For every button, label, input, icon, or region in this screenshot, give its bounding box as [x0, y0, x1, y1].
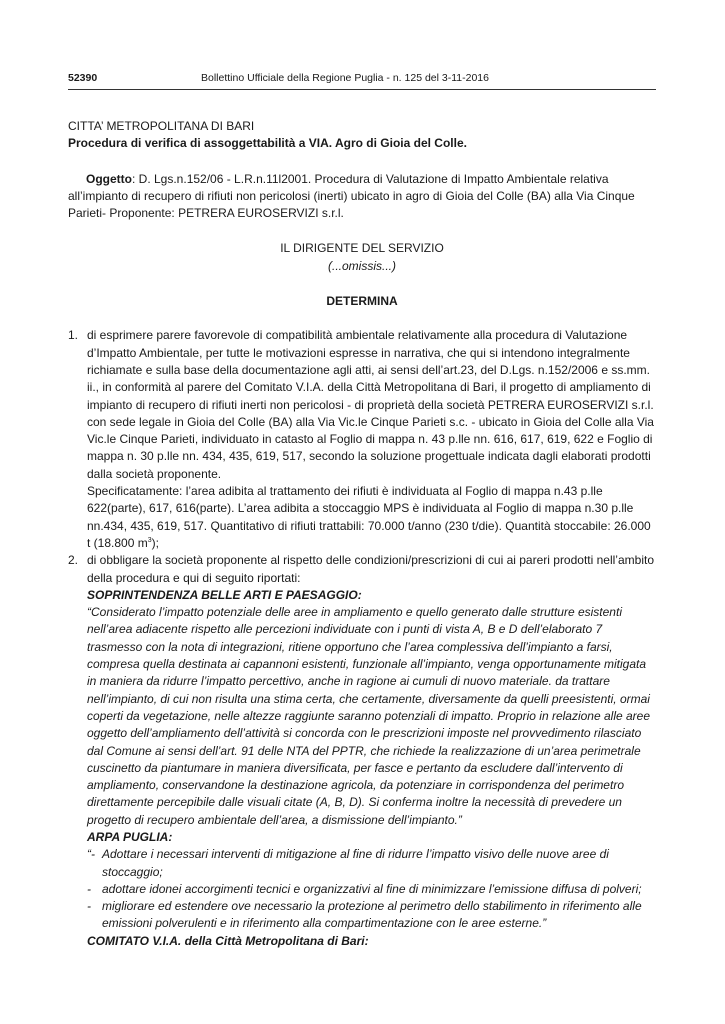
- arpa-item-text: adottare idonei accorgimenti tecnici e organizzativi al fine di minimizzare l’emissione diffusa di polveri;: [102, 881, 642, 896]
- soprintendenza-quote: “Considerato l’impatto potenziale delle aree in ampliamento e quello generato dalle strutture esistenti nell’area adiacente rispetto alle percezioni individuate con i punti di vista A, B e D dell’elaborato 7 trasmesso con la nota di integrazioni, ritiene opportuno che l’area complessiva dell’impianto a farsi, compresa quella destinata ai capannoni esistenti, funzionale all’impianto, venga opportunamente mitigata in maniera da ridurre l’impatto percettivo, anche in ragione ai cumuli di nuovo materiale. da trattare nell’impianto, di cui non risulta una stima certa, che certamente, diversamente da quelli preesistenti, ormai coperti da vegetazione, nelle altezze raggiunte saranno potenziali di impatto. Proprio in relazione alle aree oggetto dell’ampliamento dell’attività si concorda con le prescrizioni imposte nel provvedimento rilasciato dal Comune ai sensi dell’art. 91 delle NTA del PPTR, che richiede la realizzazione di un’area perimetrale cuscinetto da piantumare in maniera diversificata, per fasce e pertanto da escludere dall’intervento di ampliamento, conservandone la destinazione agricola, da potenziare in corrispondenza del perimetro direttamente percepibile dalle visuali citate (A, B, D). Si conferma inoltre la necessità di prevedere un progetto di recupero ambientale dell’area, a dismissione dell’impianto.”: [87, 605, 651, 827]
- omissis-text: (...omissis...): [328, 258, 396, 273]
- list-item: [68, 552, 656, 950]
- determina-heading: DETERMINA: [326, 294, 398, 309]
- specification-end: );: [151, 535, 159, 550]
- header-rule: [68, 89, 656, 90]
- dirigente-heading: IL DIRIGENTE DEL SERVIZIO: [280, 241, 444, 256]
- list-item: [68, 327, 656, 552]
- item-specification: [87, 483, 656, 552]
- list-item: [87, 846, 656, 881]
- page-header: [68, 70, 656, 88]
- item-text: di esprimere parere favorevole di compatibilità ambientale relativamente alla procedura di Valutazione d’Impatto Ambientale, per tutte le motivazioni espresse in narrativa, che qui si intendono integralmente richiamate e sulla base della documentazione agli atti, ai sensi dell’art.23, del D.Lgs. n.152/2006 e ss.mm. ii., in conformità al parere del Comitato V.I.A. della Città Metropolitana di Bari, il progetto di ampliamento di impianto di recupero di rifiuti inerti non pericolosi - di proprietà della società PETRERA EUROSERVIZI s.r.l. con sede legale in Gioia del Colle (BA) alla Via Vic.le Cinque Parieti s.c. - ubicato in Gioia del Colle alla Via Vic.le Cinque Parieti, individuato in catasto al Foglio di mappa n. 43 p.lle nn. 616, 617, 619, 622 e Foglio di mappa n. 30 p.lle nn. 434, 435, 619, 517, secondo la soluzione progettuale indicata dagli elaborati prodotti dalla società proponente.: [87, 328, 654, 481]
- dash-mark: -: [87, 881, 91, 896]
- list-item: [87, 898, 656, 933]
- dash-mark: -: [87, 899, 91, 914]
- item-number: 2.: [68, 553, 79, 568]
- determina-list: [68, 327, 656, 950]
- arpa-item-text: migliorare ed estendere ove necessario la protezione al perimetro dello stabilimento in riferimento alle emissioni polverulenti e in riferimento alla compartimentazione con le aree esterne.”: [102, 899, 642, 931]
- arpa-list: [87, 846, 656, 932]
- subject-title: Procedura di verifica di assoggettabilità a VIA. Agro di Gioia del Colle.: [68, 136, 467, 151]
- arpa-title: ARPA PUGLIA:: [87, 829, 173, 844]
- page-number: 52390: [68, 72, 98, 84]
- oggetto-text: : D. Lgs.n.152/06 - L.R.n.11l2001. Procedura di Valutazione di Impatto Ambientale relativa all’impianto di recupero di rifiuti non pericolosi (inerti) ubicato in agro di Gioia del Colle (BA) alla Via Cinque Parieti- Proponente: PETRERA EUROSERVIZI s.r.l.: [68, 171, 635, 221]
- authority-name: CITTA’ METROPOLITANA DI BARI: [68, 119, 255, 133]
- list-item: [87, 881, 656, 898]
- specification-text: Specificatamente: l’area adibita al trattamento dei rifiuti è individuata al Foglio di mappa n.43 p.lle 622(parte), 617, 616(parte). L’area adibita a stoccaggio MPS è individuata al Foglio di mappa n.30 p.lle nn.434, 435, 619, 517. Quantitativo di rifiuti trattabili: 70.000 t/anno (230 t/die). Quantità stoccabile: 26.000 t (18.800 m: [87, 484, 651, 550]
- oggetto-label: Oggetto: [86, 171, 132, 186]
- item-text: di obbligare la società proponente al rispetto delle condizioni/prescrizioni di cui ai pareri prodotti nell’ambito della procedura e qui di seguito riportati:: [87, 553, 654, 585]
- dash-mark: “-: [87, 847, 95, 862]
- comitato-title: COMITATO V.I.A. della Città Metropolitana di Bari:: [87, 933, 369, 948]
- arpa-item-text: Adottare i necessari interventi di mitigazione al fine di ridurre l’impatto visivo delle nuove aree di stoccaggio;: [102, 847, 609, 879]
- bulletin-title: Bollettino Ufficiale della Regione Puglia - n. 125 del 3-11-2016: [201, 72, 489, 84]
- soprintendenza-title: SOPRINTENDENZA BELLE ARTI E PAESAGGIO:: [87, 587, 362, 602]
- cubic-superscript: 3: [147, 536, 152, 544]
- oggetto-paragraph: [68, 171, 656, 223]
- item-number: 1.: [68, 328, 79, 343]
- document-body: [68, 118, 656, 950]
